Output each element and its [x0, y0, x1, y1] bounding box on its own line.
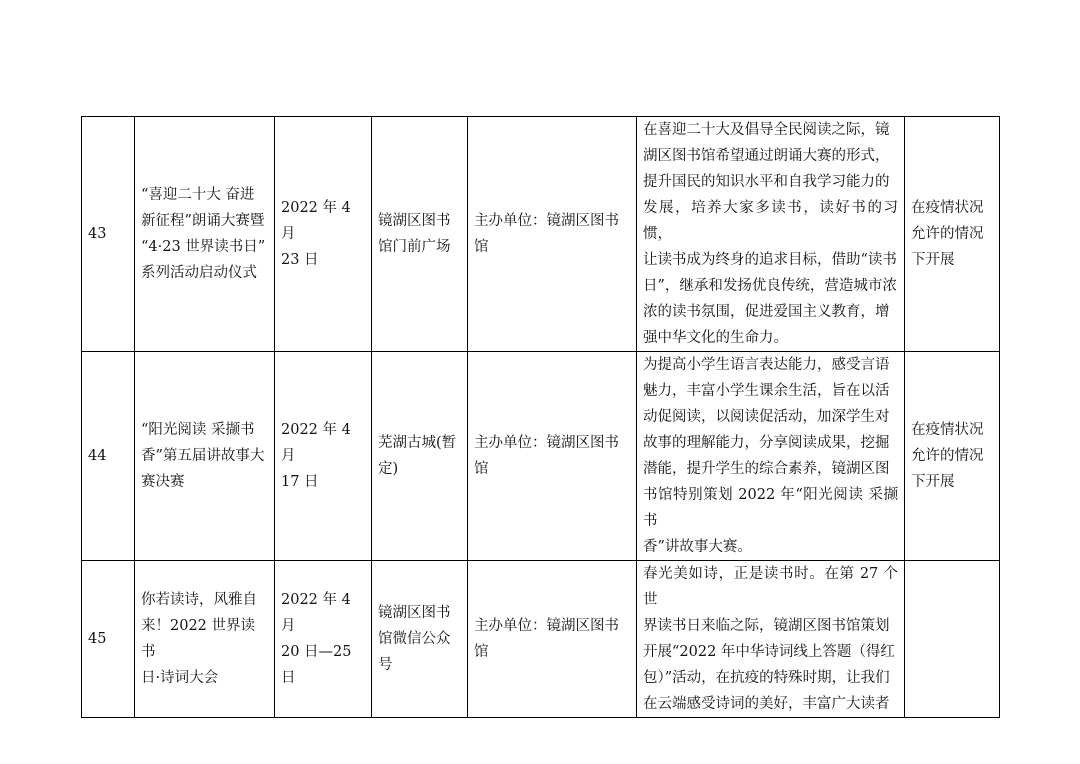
table-row [82, 352, 1000, 561]
row-number: 45 [82, 561, 135, 718]
organizer: 主办单位：镜湖区图书 馆 [468, 561, 637, 718]
organizer: 主办单位：镜湖区图书 馆 [468, 117, 637, 352]
activity-description: 为提高小学生语言表达能力，感受言语 魅力，丰富小学生课余生活，旨在以活 动促阅读，以阅读促活动，加深学生对 故事的理解能力，分享阅读成果，挖掘 潜能，提升学生的综合素养，镜湖区图 书馆特别策划 2022 年“阳光阅读 采撷书 香”讲故事大赛。 [637, 352, 905, 561]
remark [905, 561, 1000, 718]
activity-description: 在喜迎二十大及倡导全民阅读之际，镜 湖区图书馆希望通过朗诵大赛的形式， 提升国民的知识水平和自我学习能力的 发展，培养大家多读书，读好书的习惯， 让读书成为终身的追求目标，借助“读书 日”，继承和发扬优良传统，营造城市浓 浓的读书氛围，促进爱国主义教育，增 强中华文化的生命力。 [637, 117, 905, 352]
table-row [82, 117, 1000, 352]
events-table [81, 116, 1000, 718]
row-number: 44 [82, 352, 135, 561]
table-row [82, 561, 1000, 718]
row-number: 43 [82, 117, 135, 352]
activity-date: 2022 年 4 月 20 日—25 日 [275, 561, 372, 718]
organizer: 主办单位：镜湖区图书 馆 [468, 352, 637, 561]
activity-name: “阳光阅读 采撷书 香”第五届讲故事大 赛决赛 [135, 352, 275, 561]
remark: 在疫情状况 允许的情况 下开展 [905, 117, 1000, 352]
activity-place: 芜湖古城(暂 定) [372, 352, 468, 561]
remark: 在疫情状况 允许的情况 下开展 [905, 352, 1000, 561]
activity-name: 你若读诗，风雅自 来！2022 世界读书 日·诗词大会 [135, 561, 275, 718]
activity-place: 镜湖区图书 馆门前广场 [372, 117, 468, 352]
activity-name: “喜迎二十大 奋进 新征程”朗诵大赛暨 “4·23 世界读书日” 系列活动启动仪式 [135, 117, 275, 352]
activity-date: 2022 年 4 月 23 日 [275, 117, 372, 352]
activity-description: 春光美如诗，正是读书时。在第 27 个世 界读书日来临之际，镜湖区图书馆策划 开展“2022 年中华诗词线上答题（得红 包）”活动，在抗疫的特殊时期，让我们 在云端感受诗词的美好，丰富广大读者 [637, 561, 905, 718]
activity-place: 镜湖区图书 馆微信公众 号 [372, 561, 468, 718]
activity-date: 2022 年 4 月 17 日 [275, 352, 372, 561]
